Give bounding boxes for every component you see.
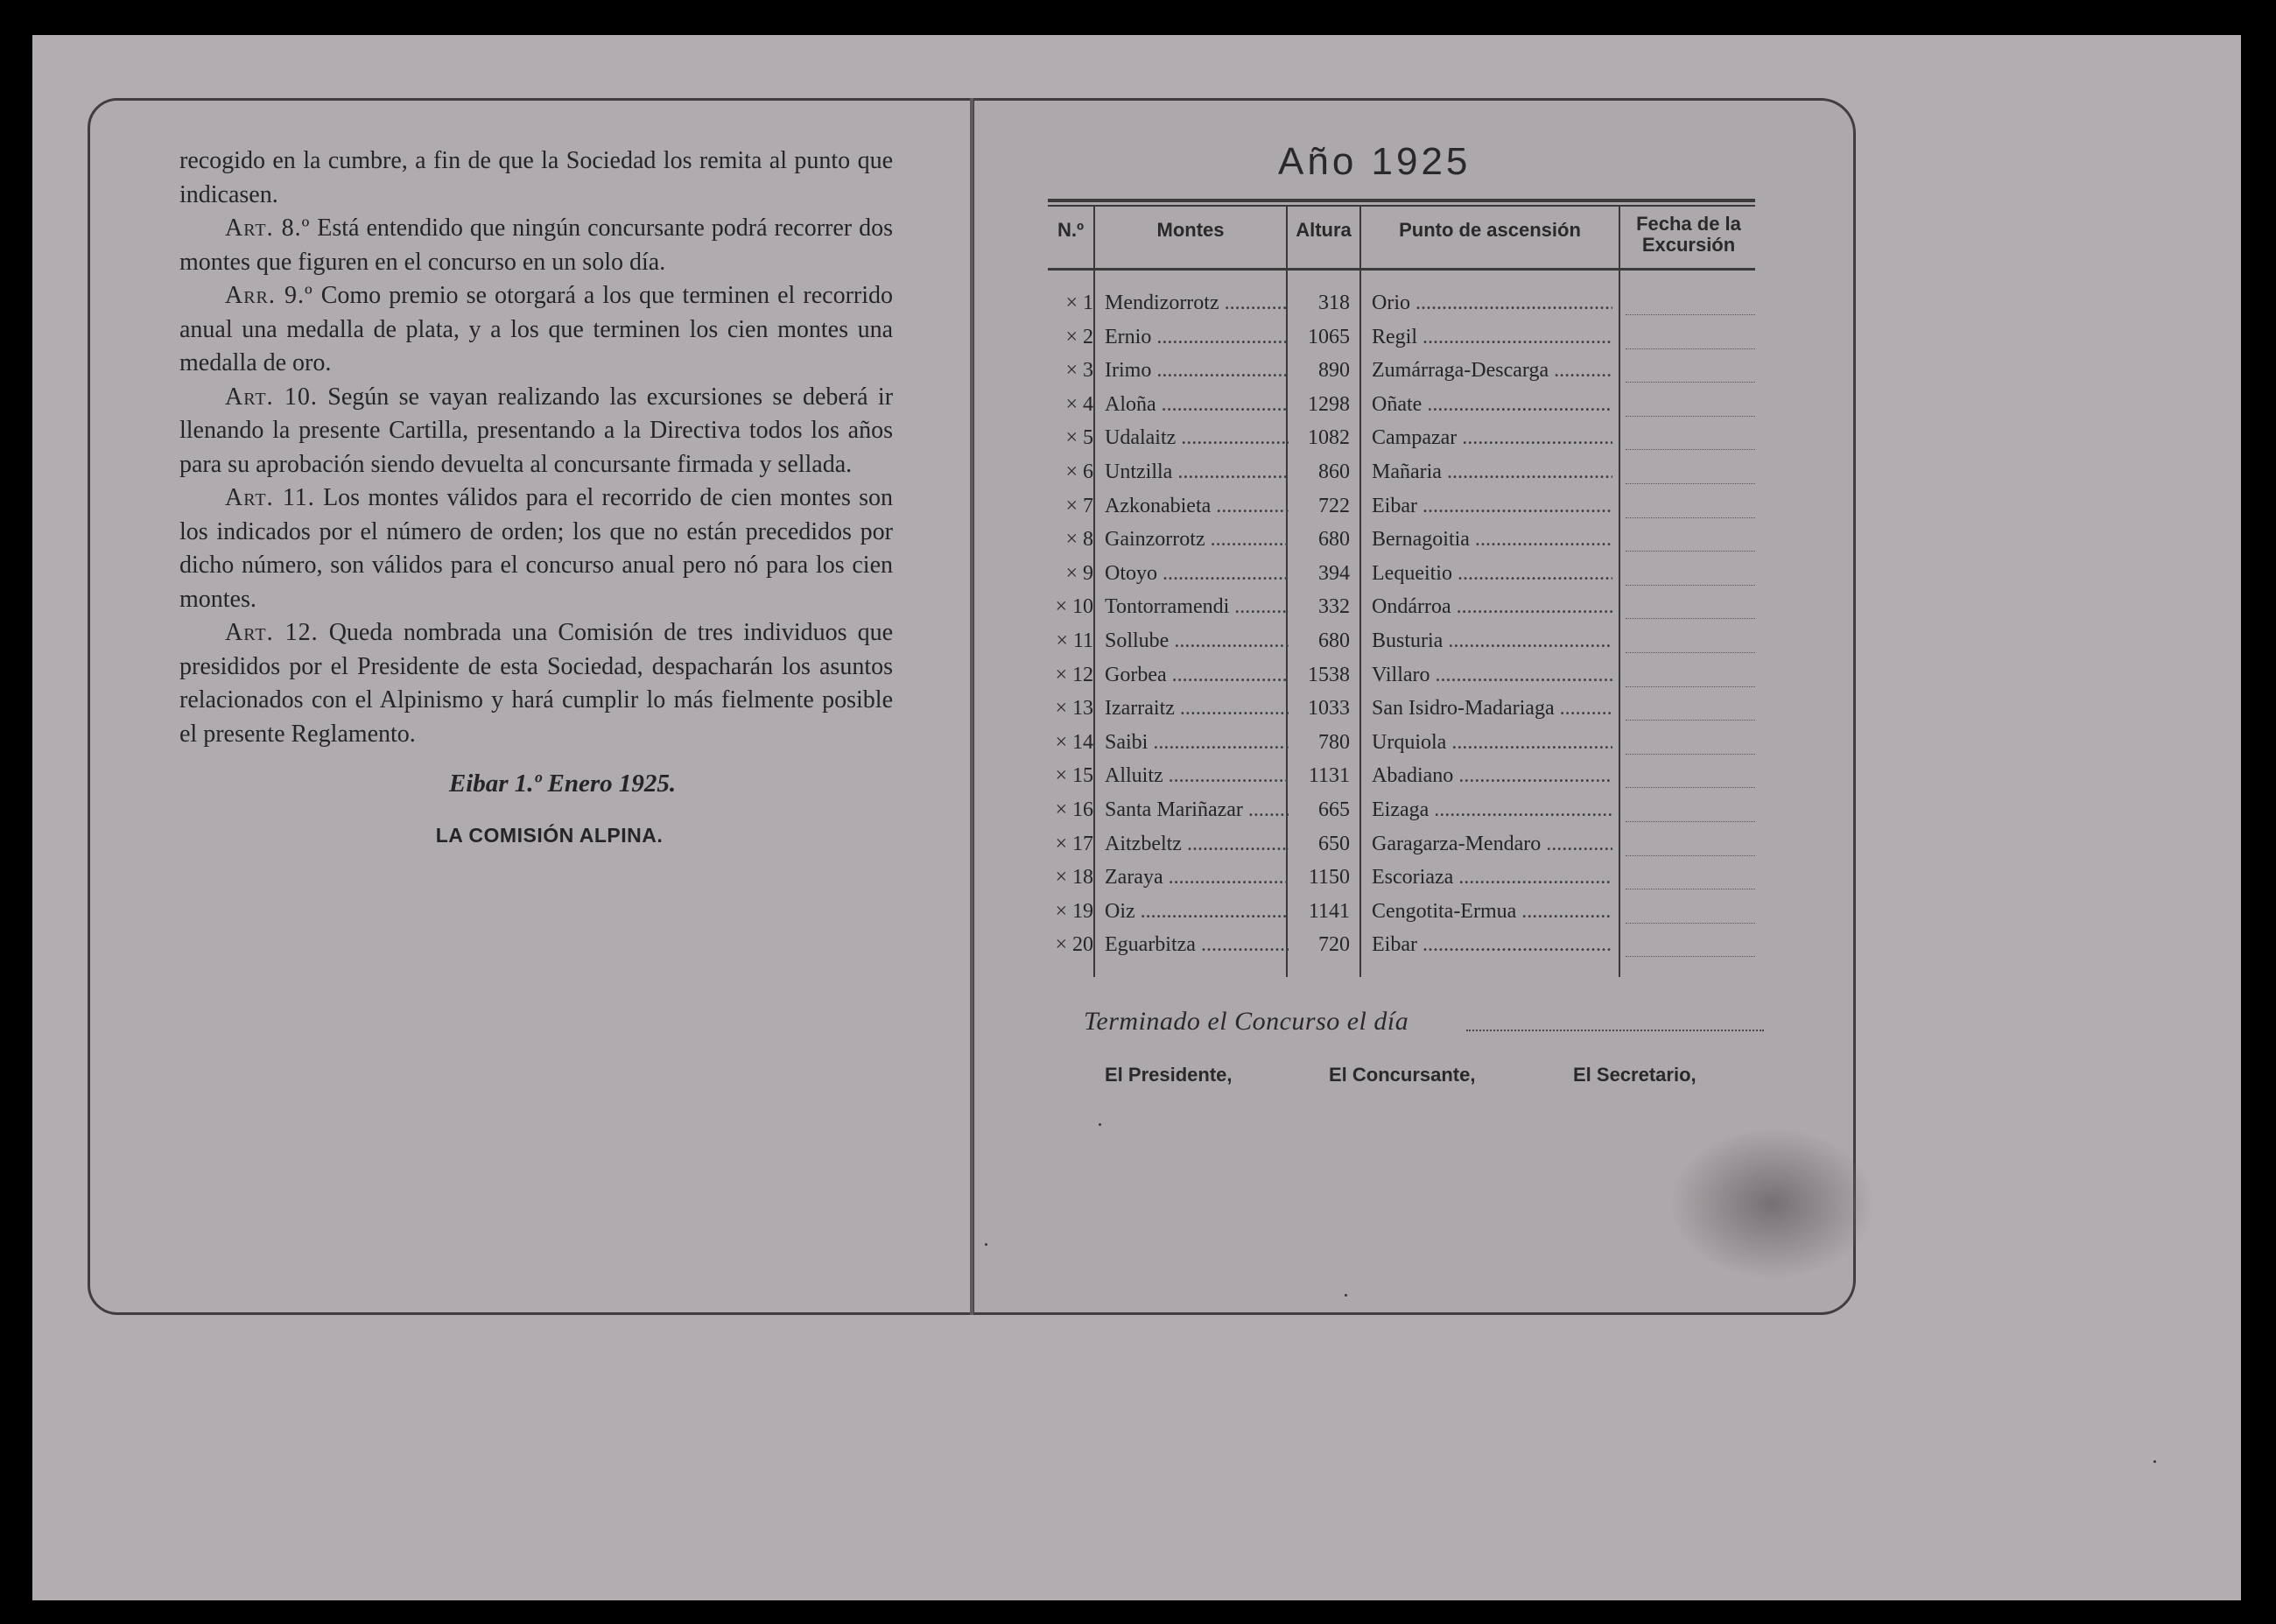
mountain-name: Santa Mariñazar ..... (1105, 798, 1289, 822)
row-number (1048, 731, 1093, 755)
table-row (1048, 664, 1757, 697)
header-fecha (1620, 214, 1757, 256)
article-label: Art. 10. (225, 383, 318, 411)
ascent-point: Eibar ..... (1372, 495, 1612, 518)
excursion-date-field (1626, 900, 1755, 924)
mountain-name: Gorbea ..... (1105, 664, 1289, 687)
table-row (1048, 595, 1757, 629)
mountain-name: Saibi ..... (1105, 731, 1289, 755)
check-mark-icon: × (1065, 460, 1078, 483)
mountain-altitude: 1033 (1308, 697, 1350, 721)
table-row (1048, 629, 1757, 663)
header-fecha-line2: Excursión (1641, 234, 1736, 256)
mountain-name: Aloña ..... (1105, 393, 1289, 417)
ascent-point: Zumárraga-Descarga ..... (1372, 359, 1612, 383)
excursion-date-field (1626, 359, 1755, 383)
row-number-value: 3 (1083, 359, 1093, 383)
mountain-altitude: 1065 (1308, 325, 1350, 348)
ascent-point: Mañaria ..... (1372, 460, 1612, 484)
ascent-point: Eizaga ..... (1372, 798, 1612, 822)
excursion-date-field (1626, 933, 1755, 957)
excursion-date-field (1626, 764, 1755, 788)
header-fecha-line1: Fecha de la (1636, 213, 1741, 235)
table-row (1048, 697, 1757, 730)
header-altura: Altura (1296, 219, 1352, 241)
mountain-altitude: 890 (1318, 359, 1350, 383)
mountain-altitude: 650 (1318, 832, 1350, 855)
completion-date-line (1466, 1030, 1764, 1031)
ascent-point: Urquiola ..... (1372, 731, 1612, 755)
row-number-value: 9 (1083, 561, 1093, 585)
row-number (1048, 833, 1093, 856)
table-row (1048, 764, 1757, 798)
mountain-name: Ernio ..... (1105, 326, 1289, 349)
mountain-name: Oiz ..... (1105, 900, 1289, 924)
mountain-name: Zaraya ..... (1105, 866, 1289, 889)
signature-presidente: El Presidente, (1105, 1064, 1233, 1086)
mountain-name: Udalaitz ..... (1105, 426, 1289, 450)
mountain-name: Azkonabieta ..... (1105, 495, 1289, 518)
header-montes: Montes (1156, 219, 1225, 241)
row-number (1048, 798, 1093, 822)
check-mark-icon: × (1055, 899, 1067, 923)
ascent-point: Orio ..... (1372, 292, 1612, 315)
excursion-date-field (1626, 595, 1755, 619)
excursion-date-field (1626, 562, 1755, 586)
article-label: Art. 12. (225, 619, 319, 646)
excursion-date-field (1626, 528, 1755, 552)
header-num: N.º (1057, 219, 1085, 241)
paragraph-continuation: recogido en la cumbre, a fin de que la Sociedad los remita al punto que indicasen. (179, 147, 893, 208)
article-label: Arr. 9.º (225, 282, 313, 309)
ascent-point: Lequeitio ..... (1372, 562, 1612, 586)
row-number (1048, 595, 1093, 619)
row-number-value: 12 (1072, 663, 1093, 686)
signature-secretario: El Secretario, (1573, 1064, 1696, 1086)
row-number-value: 11 (1072, 629, 1093, 652)
row-number-value: 10 (1072, 595, 1093, 619)
excursion-date-field (1626, 326, 1755, 349)
table-row (1048, 426, 1757, 460)
check-mark-icon: × (1055, 697, 1067, 721)
table-row (1048, 731, 1757, 764)
row-number-value: 17 (1072, 832, 1093, 855)
row-number-value: 15 (1072, 764, 1093, 788)
row-number-value: 6 (1083, 460, 1093, 483)
table-rule-header (1048, 268, 1755, 271)
scan-speck (1345, 1294, 1347, 1297)
row-number-value: 19 (1072, 899, 1093, 923)
table-row (1048, 292, 1757, 325)
mountain-altitude: 332 (1318, 595, 1350, 619)
mountain-altitude: 1082 (1308, 426, 1350, 450)
check-mark-icon: × (1055, 933, 1067, 957)
excursion-date-field (1626, 495, 1755, 518)
ink-stain (1672, 1129, 1873, 1278)
row-number-value: 16 (1072, 798, 1093, 821)
row-number-value: 2 (1083, 325, 1093, 348)
table-row (1048, 393, 1757, 426)
row-number (1048, 697, 1093, 721)
check-mark-icon: × (1065, 561, 1078, 585)
mountain-altitude: 665 (1318, 798, 1350, 821)
mountain-altitude: 318 (1318, 292, 1350, 314)
excursion-date-field (1626, 664, 1755, 687)
mountain-name: Otoyo ..... (1105, 562, 1289, 586)
mountain-altitude: 780 (1318, 730, 1350, 754)
mountain-altitude: 1298 (1308, 392, 1350, 416)
row-number-value: 18 (1072, 866, 1093, 889)
row-number (1048, 393, 1093, 417)
mountain-altitude: 1141 (1308, 899, 1350, 923)
mountain-altitude: 394 (1318, 561, 1350, 585)
mountain-name: Irimo ..... (1105, 359, 1289, 383)
check-mark-icon: × (1056, 629, 1068, 652)
excursion-date-field (1626, 460, 1755, 484)
mountain-altitude: 680 (1318, 629, 1350, 652)
table-row (1048, 528, 1757, 561)
page-spine (970, 98, 973, 1315)
mountain-altitude: 860 (1318, 460, 1350, 483)
mountain-name: Eguarbitza ..... (1105, 933, 1289, 957)
commission-signature: LA COMISIÓN ALPINA. (435, 823, 664, 847)
check-mark-icon: × (1055, 663, 1067, 686)
mountain-altitude: 1538 (1308, 663, 1350, 686)
article-12: Art. 12. Queda nombrada una Comisión de tres individuos que presididos por el Presidente de esta Sociedad, despacharán los asuntos relacionados con el Alpinismo y hará cumplir lo más fielmente posible el presente Reglamento. (179, 619, 894, 748)
row-number (1048, 562, 1093, 586)
table-row (1048, 833, 1757, 866)
mountain-name: Gainzorrotz ..... (1105, 528, 1289, 552)
table-row (1048, 866, 1757, 899)
check-mark-icon: × (1065, 392, 1078, 416)
table-row (1048, 359, 1757, 392)
excursion-date-field (1626, 866, 1755, 889)
table-row (1048, 900, 1757, 933)
scan-speck (1099, 1123, 1101, 1126)
check-mark-icon: × (1055, 832, 1067, 855)
check-mark-icon: × (1065, 528, 1078, 552)
mountain-altitude: 722 (1318, 494, 1350, 517)
excursion-date-field (1626, 629, 1755, 653)
article-10: Art. 10. Según se vayan realizando las excursiones se deberá ir llenando la presente Cartilla, presentando a la Directiva todos los años para su aprobación siendo devuelta al concursante firmada y sellada. (179, 383, 894, 478)
check-mark-icon: × (1065, 325, 1078, 348)
row-number-value: 5 (1083, 426, 1093, 450)
table-rule-top-thin (1048, 205, 1755, 207)
check-mark-icon: × (1065, 426, 1078, 450)
table-row (1048, 562, 1757, 595)
check-mark-icon: × (1065, 359, 1078, 383)
excursion-date-field (1626, 292, 1755, 315)
mountain-name: Tontorramendi ..... (1105, 595, 1289, 619)
ascent-point: Abadiano ..... (1372, 764, 1612, 788)
ascent-point: Escoriaza ..... (1372, 866, 1612, 889)
row-number (1048, 426, 1093, 450)
row-number-value: 4 (1083, 392, 1093, 416)
article-11: Art. 11. Los montes válidos para el recorrido de cien montes son los indicados por el número de orden; los que no están precedidos por dicho número, son válidos para el concurso anual pero nó para los cien montes. (179, 484, 893, 613)
mountain-altitude: 680 (1318, 528, 1350, 552)
check-mark-icon: × (1065, 494, 1078, 517)
row-number-value: 20 (1072, 933, 1093, 957)
mountain-altitude: 720 (1318, 933, 1350, 957)
excursion-date-field (1626, 426, 1755, 450)
ascent-point: Villaro ..... (1372, 664, 1612, 687)
mountain-name: Izarraitz ..... (1105, 697, 1289, 721)
excursion-date-field (1626, 393, 1755, 417)
scan-speck (2153, 1460, 2156, 1463)
row-number-value: 13 (1072, 697, 1093, 721)
row-number (1048, 495, 1093, 518)
excursion-date-field (1626, 833, 1755, 856)
header-punto: Punto de ascensión (1399, 219, 1581, 241)
mountain-altitude: 1131 (1308, 764, 1350, 788)
mountain-name: Untzilla ..... (1105, 460, 1289, 484)
check-mark-icon: × (1055, 798, 1067, 821)
row-number (1048, 292, 1093, 315)
mountain-name: Sollube ..... (1105, 629, 1289, 653)
regulation-text (179, 144, 893, 852)
excursion-date-field (1626, 697, 1755, 721)
table-row (1048, 460, 1757, 494)
mountain-name: Mendizorrotz ..... (1105, 292, 1289, 315)
article-9: Arr. 9.º Como premio se otorgará a los que terminen el recorrido anual una medalla de plata, y a los que terminen los cien montes una medalla de oro. (179, 282, 893, 376)
table-rule-top (1048, 199, 1755, 202)
excursion-date-field (1626, 798, 1755, 822)
check-mark-icon: × (1055, 866, 1067, 889)
row-number (1048, 359, 1093, 383)
ascent-point: Cengotita-Ermua ..... (1372, 900, 1612, 924)
table-row (1048, 495, 1757, 528)
place-date: Eibar 1.º Enero 1925. (448, 770, 677, 798)
row-number (1048, 528, 1093, 552)
article-label: Art. 11. (225, 484, 315, 511)
row-number (1048, 866, 1093, 889)
excursion-date-field (1626, 731, 1755, 755)
check-mark-icon: × (1055, 764, 1067, 788)
row-number (1048, 900, 1093, 924)
scan-speck (985, 1243, 987, 1246)
row-number (1048, 326, 1093, 349)
table-row (1048, 326, 1757, 359)
check-mark-icon: × (1055, 595, 1067, 619)
row-number (1048, 460, 1093, 484)
row-number-value: 1 (1083, 292, 1093, 314)
table-row (1048, 933, 1757, 967)
check-mark-icon: × (1065, 292, 1078, 314)
row-number (1048, 764, 1093, 788)
ascent-point: Regil ..... (1372, 326, 1612, 349)
completion-line-label: Terminado el Concurso el día (1084, 1007, 1409, 1036)
ascent-point: Ondárroa ..... (1372, 595, 1612, 619)
table-row (1048, 798, 1757, 832)
row-number (1048, 664, 1093, 687)
mountain-name: Aitzbeltz ..... (1105, 833, 1289, 856)
row-number-value: 8 (1083, 528, 1093, 552)
ascent-point: Campazar ..... (1372, 426, 1612, 450)
ascent-point: Oñate ..... (1372, 393, 1612, 417)
mountain-altitude: 1150 (1308, 866, 1350, 889)
year-title: Año 1925 (1278, 140, 1472, 183)
row-number-value: 14 (1072, 730, 1093, 754)
ascent-point: San Isidro-Madariaga ..... (1372, 697, 1612, 721)
article-label: Art. 8.º (225, 214, 311, 242)
ascent-point: Bernagoitia ..... (1372, 528, 1612, 552)
check-mark-icon: × (1055, 730, 1067, 754)
ascent-point: Busturia ..... (1372, 629, 1612, 653)
ascent-point: Garagarza-Mendaro ..... (1372, 833, 1612, 856)
article-8: Art. 8.º Está entendido que ningún concursante podrá recorrer dos montes que figuren en el concurso en un solo día. (179, 214, 893, 276)
row-number (1048, 629, 1093, 653)
mountain-name: Alluitz ..... (1105, 764, 1289, 788)
row-number (1048, 933, 1093, 957)
signature-concursante: El Concursante, (1329, 1064, 1476, 1086)
row-number-value: 7 (1083, 494, 1093, 517)
ascent-point: Eibar ..... (1372, 933, 1612, 957)
